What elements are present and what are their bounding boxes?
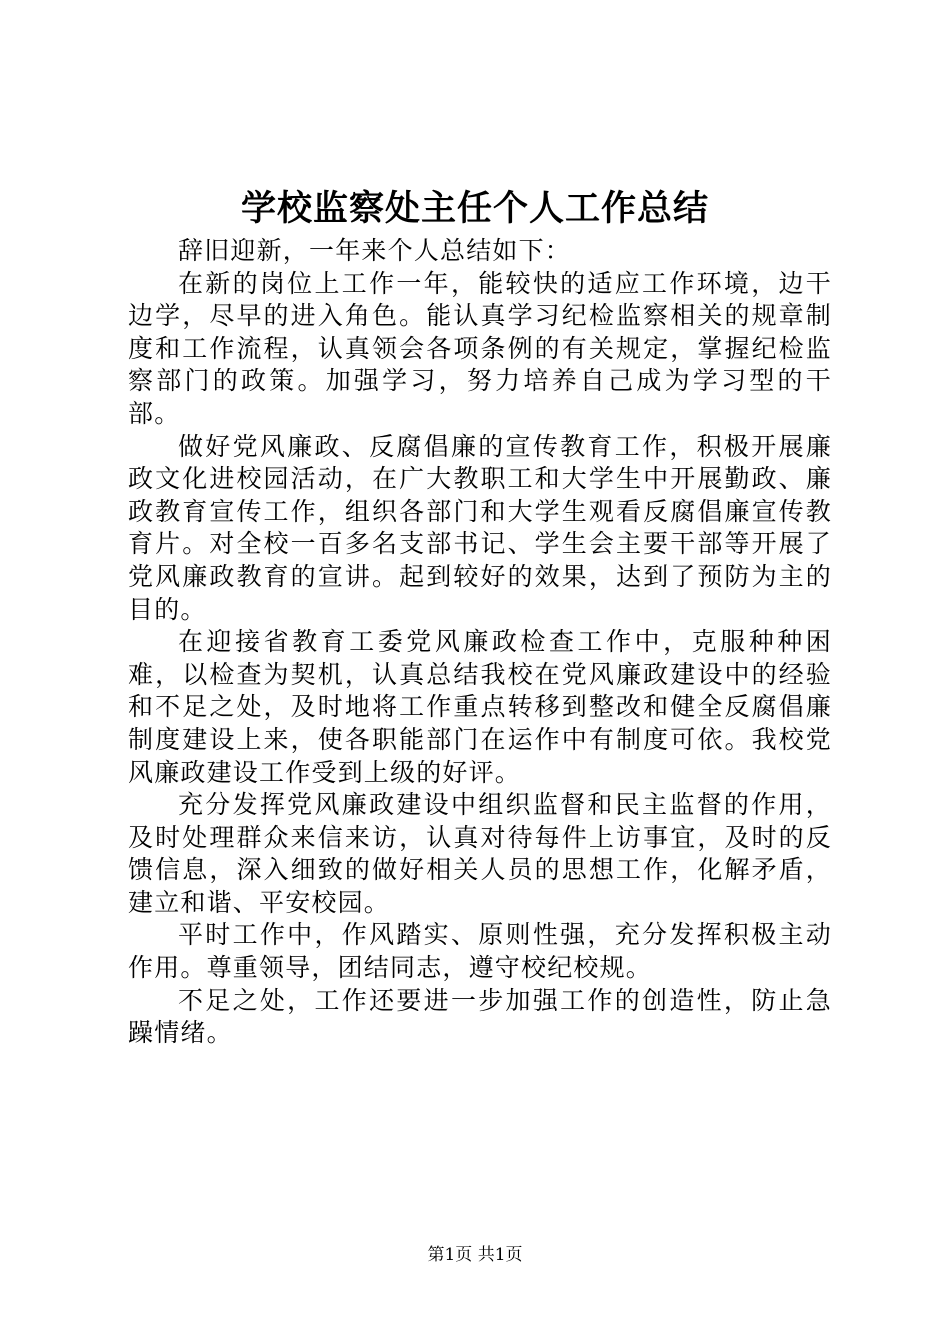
paragraph-inspection: 在迎接省教育工委党风廉政检查工作中，克服种种困难，以检查为契机，认真总结我校在党风廉政建设中的经验和不足之处，及时地将工作重点转移到整改和健全反腐倡廉制度建设上来，使各职能部门在运作中有制度可依。我校党风廉政建设工作受到上级的好评。 xyxy=(128,627,832,787)
paragraph-intro: 辞旧迎新，一年来个人总结如下： xyxy=(178,236,572,265)
paragraph-shortcomings: 不足之处，工作还要进一步加强工作的创造性，防止急躁情绪。 xyxy=(128,985,832,1048)
paragraph-education-work: 做好党风廉政、反腐倡廉的宣传教育工作，积极开展廉政文化进校园活动，在广大教职工和大学生中开展勤政、廉政教育宣传工作，组织各部门和大学生观看反腐倡廉宣传教育片。对全校一百多名支部书记、学生会主要干部等开展了党风廉政教育的宣讲。起到较好的效果，达到了预防为主的目的。 xyxy=(128,431,832,624)
paragraph-new-position: 在新的岗位上工作一年，能较快的适应工作环境，边干边学，尽早的进入角色。能认真学习纪检监察相关的规章制度和工作流程，认真领会各项条例的有关规定，掌握纪检监察部门的政策。加强学习，努力培养自己成为学习型的干部。 xyxy=(128,268,832,428)
paragraph-supervision: 充分发挥党风廉政建设中组织监督和民主监督的作用，及时处理群众来信来访，认真对待每件上访事宜，及时的反馈信息，深入细致的做好相关人员的思想工作，化解矛盾，建立和谐、平安校园。 xyxy=(128,790,832,917)
paragraph-daily-work: 平时工作中，作风踏实、原则性强，充分发挥积极主动作用。尊重领导，团结同志，遵守校纪校规。 xyxy=(128,920,832,983)
page-title: 学校监察处主任个人工作总结 xyxy=(240,188,709,229)
page-number-footer: 第1页 共1页 xyxy=(427,1245,523,1265)
document-body xyxy=(128,235,832,1050)
